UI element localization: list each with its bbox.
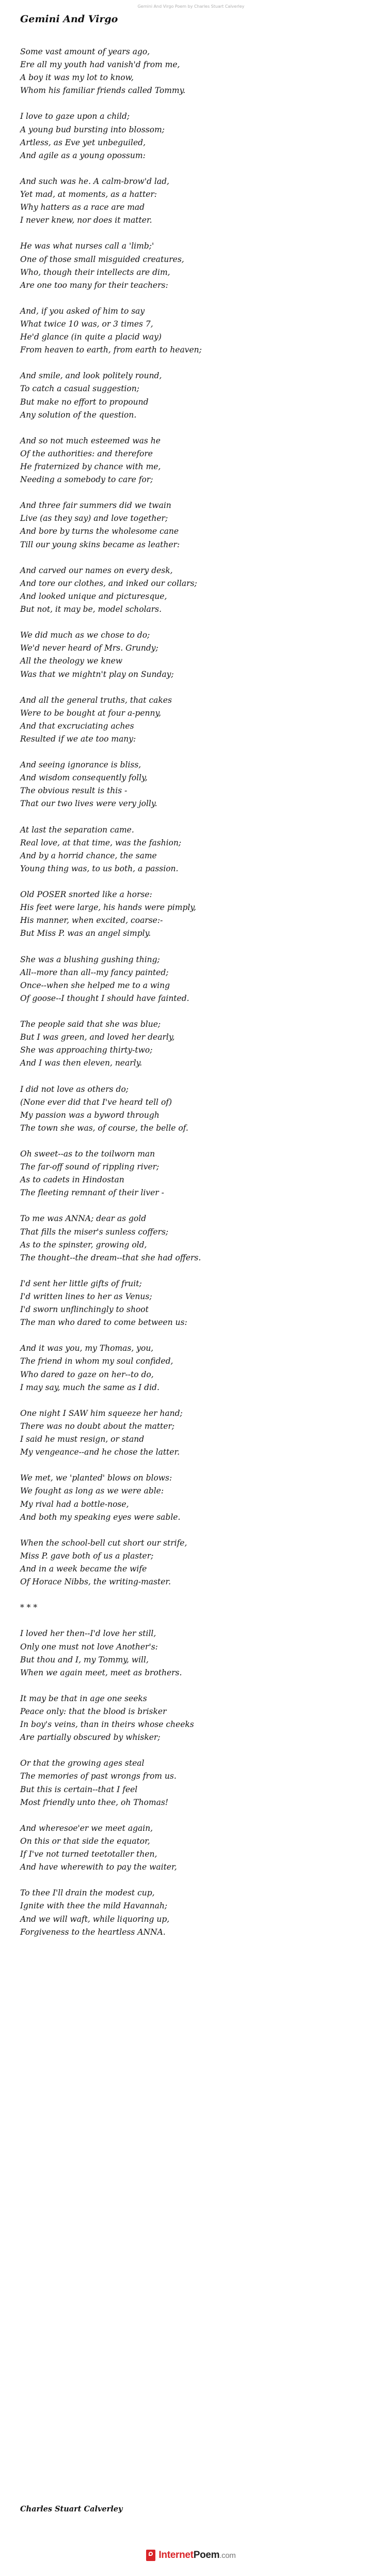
poem-stanza [20,435,361,486]
poem-line: And tore our clothes, and inked our collars; [20,578,197,588]
brand-main: Poem [193,2550,220,2560]
poem-line: Peace only: that the blood is brisker [20,1707,167,1716]
poem-line: The man who dared to come between us: [20,1318,187,1328]
poem-line: Resulted if we ate too many: [20,734,136,744]
poem-line: I'd sent her little gifts of fruit; [20,1278,142,1288]
poem-line: We did much as we chose to do; [20,630,150,640]
poem-line: His manner, when excited, coarse:- [20,916,163,925]
poem-line: We'd never heard of Mrs. Grundy; [20,643,158,653]
poem-line: Why hatters as a race are mad [20,203,145,212]
poem-author[interactable]: Charles Stuart Calverley [20,2505,123,2513]
poem-line: And seeing ignorance is bliss, [20,760,141,770]
poem-line: A young bud bursting into blossom; [20,125,165,134]
poem-line: His feet were large, his hands were pimply, [20,903,196,913]
poem-line: And three fair summers did we twain [20,501,171,511]
poem-line: Forgiveness to the heartless ANNA. [20,1927,166,1937]
poem-title: Gemini And Virgo [20,13,118,25]
poem-line: To me was ANNA; dear as gold [20,1214,147,1224]
poem-line: I loved her then--I'd love her still, [20,1629,156,1639]
poem-stanza [20,888,361,940]
poem-line: My vengeance--and he chose the latter. [20,1447,180,1457]
poem-line: One of those small misguided creatures, [20,254,184,264]
poem-line: And in a week became the wife [20,1564,147,1574]
poem-line: Or that the growing ages steal [20,1759,145,1768]
poem-line: Were to be bought at four a-penny, [20,708,162,718]
poem-line: From heaven to earth, from earth to heaven; [20,345,202,355]
poem-line: And such was he. A calm-brow'd lad, [20,176,169,186]
poem-line: The obvious result is this - [20,786,128,796]
poem-line: I said he must resign, or stand [20,1434,145,1444]
poem-line: In boy's veins, than in theirs whose cheeks [20,1720,194,1730]
poem-line: But not, it may be, model scholars. [20,605,162,614]
poem-stanza [20,629,361,681]
poem-stanza [20,1627,361,1679]
poem-stanza [20,110,361,162]
poem-line: It may be that in age one seeks [20,1693,147,1703]
poem-line: Any solution of the question. [20,410,137,420]
poem-line: And we will waft, while liquoring up, [20,1914,170,1924]
poem-line: And looked unique and picturesque, [20,591,167,601]
poem-line: Of the authorities: and therefore [20,449,153,458]
poem-line: On this or that side the equator, [20,1836,150,1846]
poem-stanza [20,1018,361,1070]
page-subtitle: Gemini And Virgo Poem by Charles Stuart Calverley [137,4,245,9]
poem-line: Live (as they say) and love together; [20,514,168,523]
poem-line: Are partially obscured by whisker; [20,1733,161,1742]
poem-line: I love to gaze upon a child; [20,112,130,121]
poem-line: At last the separation came. [20,825,134,835]
poem-line: And by a horrid chance, the same [20,851,157,860]
poem-line: I did not love as others do; [20,1084,129,1094]
poem-line: There was no doubt about the matter; [20,1421,175,1431]
poem-line: I'd sworn unflinchingly to shoot [20,1305,149,1315]
poem-stanza [20,240,361,291]
poem-stanza [20,1083,361,1135]
poem-line: I never knew, nor does it matter. [20,215,152,225]
poem-stanza [20,1407,361,1459]
poem-line: Once--when she helped me to a wing [20,980,170,990]
poem-line: And all the general truths, that cakes [20,695,172,705]
poem-line: My rival had a bottle-nose, [20,1499,129,1509]
poem-line: We fought as long as we were able: [20,1486,164,1496]
poem-line: When the school-bell cut short our strife, [20,1538,187,1548]
poem-line: And so not much esteemed was he [20,436,161,445]
poem-line: He fraternized by chance with me, [20,462,161,471]
poem-line: And I was then eleven, nearly. [20,1058,142,1068]
poem-line: And agile as a young opossum: [20,150,146,160]
poem-line: I may say, much the same as I did. [20,1382,160,1392]
poem-stanza [20,759,361,810]
poem-line: Who, though their intellects are dim, [20,267,170,277]
poem-line: All--more than all--my fancy painted; [20,967,169,977]
poem-line: That our two lives were very jolly. [20,799,157,809]
poem-line: The thought--the dream--that she had offers. [20,1253,201,1262]
poem-line: Only one must not love Another's: [20,1642,158,1652]
poem-body [20,45,361,1952]
poem-line: I'd written lines to her as Venus; [20,1292,152,1301]
poem-stanza [20,369,361,421]
poem-line: The fleeting remnant of their liver - [20,1188,164,1198]
poem-line: Miss P. gave both of us a plaster; [20,1551,154,1561]
poem-line: To thee I'll drain the modest cup, [20,1888,155,1898]
poem-line: But I was green, and loved her dearly, [20,1032,175,1042]
poem-stanza [20,1472,361,1523]
poem-line: Most friendly unto thee, oh Thomas! [20,1797,169,1807]
internetpoem-logo-icon [146,2550,155,2561]
site-brand [158,2550,235,2561]
poem-line: Artless, as Eve yet unbeguiled, [20,137,146,147]
poem-stanza [20,1692,361,1744]
poem-line: And smile, and look politely round, [20,371,162,381]
brand-prefix: Internet [158,2550,194,2560]
poem-line: Needing a somebody to care for; [20,475,153,485]
poem-stanza [20,175,361,227]
poem-line: Yet mad, at moments, as a hatter: [20,190,157,199]
poem-stanza [20,824,361,875]
poem-line: (None ever did that I've heard tell of) [20,1097,172,1107]
poem-stanza [20,1148,361,1199]
poem-line: Real love, at that time, was the fashion; [20,838,182,847]
poem-line: And both my speaking eyes were sable. [20,1512,181,1522]
poem-line: Are one too many for their teachers: [20,280,168,290]
poem-line: But thou and I, my Tommy, will, [20,1655,149,1664]
poem-line: As to the spinster, growing old, [20,1240,147,1250]
poem-stanza [20,1601,361,1614]
poem-line: He was what nurses call a 'limb;' [20,241,154,251]
poem-line: And wisdom consequently folly, [20,773,148,783]
poem-line: And that excruciating aches [20,721,134,731]
poem-stanza [20,1537,361,1588]
poem-line: To catch a casual suggestion; [20,384,139,394]
poem-line: A boy it was my lot to know, [20,73,134,83]
poem-line: The people said that she was blue; [20,1020,161,1029]
poem-line: Of goose--I thought I should have fainted. [20,993,189,1003]
poem-line: Young thing was, to us both, a passion. [20,863,179,873]
poem-line: But this is certain--that I feel [20,1784,138,1794]
site-footer-logo[interactable] [0,2550,382,2561]
poem-stanza [20,1277,361,1329]
poem-stanza [20,45,361,97]
poem-stanza [20,953,361,1005]
poem-line: The town she was, of course, the belle of. [20,1123,188,1133]
poem-line: * * * [20,1603,38,1613]
brand-suffix: .com [219,2551,236,2560]
poem-line: The memories of past wrongs from us. [20,1771,177,1781]
poem-line: As to cadets in Hindostan [20,1175,124,1185]
poem-line: The far-off sound of rippling river; [20,1162,160,1172]
poem-line: That fills the miser's sunless coffers; [20,1227,169,1237]
poem-stanza [20,1342,361,1394]
poem-line: Of Horace Nibbs, the writing-master. [20,1577,171,1587]
poem-stanza [20,499,361,551]
poem-stanza [20,1887,361,1938]
poem-line: Was that we mightn't play on Sunday; [20,669,174,679]
poem-stanza [20,564,361,616]
poem-line: All the theology we knew [20,656,123,666]
poem-line: We met, we 'planted' blows on blows: [20,1473,172,1483]
poem-line: She was approaching thirty-two; [20,1045,153,1055]
poem-stanza [20,694,361,746]
poem-line: Ere all my youth had vanish'd from me, [20,60,180,70]
poem-line: But make no effort to propound [20,397,149,407]
poem-line: But Miss P. was an angel simply. [20,929,151,938]
poem-stanza [20,1822,361,1874]
poem-line: Till our young skins became as leather: [20,539,180,549]
poem-line: When we again meet, meet as brothers. [20,1668,182,1677]
poem-line: And, if you asked of him to say [20,306,145,316]
poem-line: Oh sweet--as to the toilworn man [20,1149,155,1159]
poem-line: My passion was a byword through [20,1110,160,1120]
poem-line: Who dared to gaze on her--to do, [20,1369,154,1379]
poem-line: Old POSER snorted like a horse: [20,890,152,900]
poem-line: And carved our names on every desk, [20,565,173,575]
poem-line: She was a blushing gushing thing; [20,954,160,964]
poem-line: Ignite with thee the mild Havannah; [20,1901,168,1911]
poem-line: And have wherewith to pay the waiter, [20,1862,177,1872]
poem-stanza [20,1212,361,1264]
poem-stanza [20,1757,361,1809]
poem-line: And wheresoe'er we meet again, [20,1823,153,1833]
poem-line: One night I SAW him squeeze her hand; [20,1408,183,1418]
poem-line: And bore by turns the wholesome cane [20,527,179,536]
poem-line: What twice 10 was, or 3 times 7, [20,319,153,329]
poem-line: The friend in whom my soul confided, [20,1356,173,1366]
poem-line: He'd glance (in quite a placid way) [20,332,162,342]
poem-line: Some vast amount of years ago, [20,47,150,56]
poem-line: And it was you, my Thomas, you, [20,1344,154,1353]
poem-stanza [20,305,361,357]
poem-line: If I've not turned teetotaller then, [20,1849,157,1859]
poem-line: Whom his familiar friends called Tommy. [20,86,186,96]
